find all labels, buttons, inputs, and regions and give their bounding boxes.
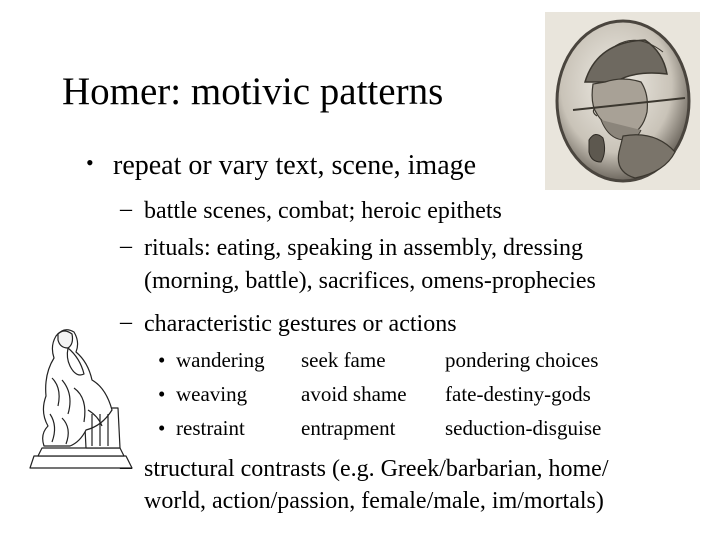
bullet-glyph: •: [158, 382, 166, 406]
dash-glyph: –: [120, 309, 132, 335]
gesture-item: pondering choices: [445, 348, 599, 372]
gesture-item: fate-destiny-gods: [445, 382, 591, 406]
gesture-item: seek fame: [301, 348, 386, 372]
seated-pensive-woman-sketch-icon: [28, 318, 148, 476]
gesture-item: wandering: [176, 348, 265, 372]
gesture-item: weaving: [176, 382, 248, 406]
gesture-item: restraint: [176, 416, 245, 440]
sub-point-continuation: (morning, battle), sacrifices, omens-prophecies: [144, 268, 596, 294]
sub-point: characteristic gestures or actions: [144, 311, 457, 337]
sub-point: battle scenes, combat; heroic epithets: [144, 198, 502, 224]
sub-point: structural contrasts (e.g. Greek/barbarian, home/: [144, 456, 609, 482]
bullet-glyph: •: [158, 348, 166, 372]
dash-glyph: –: [120, 233, 132, 259]
sub-point: rituals: eating, speaking in assembly, dressing: [144, 235, 584, 261]
sub-point-continuation: world, action/passion, female/male, im/mortals): [144, 488, 604, 514]
dash-glyph: –: [120, 196, 132, 222]
bullet-glyph: •: [86, 150, 94, 175]
main-point: repeat or vary text, scene, image: [113, 150, 477, 181]
helmeted-warrior-cameo-icon: [545, 12, 700, 190]
bullet-glyph: •: [158, 416, 166, 440]
gesture-item: seduction-disguise: [445, 416, 602, 440]
gesture-item: avoid shame: [301, 382, 407, 406]
slide-title: Homer: motivic patterns: [62, 70, 444, 113]
gesture-item: entrapment: [301, 416, 396, 440]
